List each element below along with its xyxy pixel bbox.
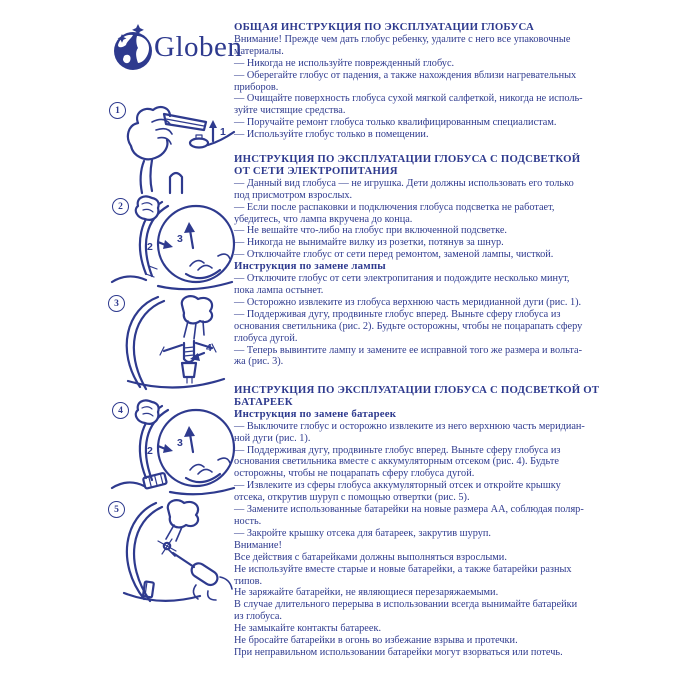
- instruction-text-line: — Если после распаковки и подключения глобуса подсветка не работает,: [234, 201, 555, 213]
- figure-2-remove-globe-sphere: [100, 194, 240, 292]
- instruction-text-line: — Осторожно извлеките из глобуса верхнюю часть меридианной дуги (рис. 1).: [234, 296, 582, 308]
- figure-3-replace-lamp: [100, 293, 240, 395]
- arrow-label-3: 3: [177, 437, 183, 449]
- instruction-text-line: из глобуса.: [234, 611, 282, 623]
- instruction-heading-line: ОТ СЕТИ ЭЛЕКТРОПИТАНИЯ: [234, 164, 398, 177]
- instruction-text-line: — Отключите глобус от сети электропитания и подождите несколько минут,: [234, 273, 570, 285]
- instruction-text-line: — Очищайте поверхность глобуса сухой мягкой салфеткой, никогда не исполь-: [234, 93, 583, 105]
- instruction-heading-line: Инструкция по замене батареек: [234, 407, 397, 420]
- instruction-text-line: При неправильном использовании батарейки могут взорваться или потечь.: [234, 646, 563, 658]
- instruction-text-line: — Закройте крышку отсека для батареек, закрутив шуруп.: [234, 527, 491, 539]
- figure-number-badge: 1: [109, 102, 126, 119]
- instruction-text-line: — Поддерживая дугу, продвиньте глобус вперед. Выньте сферу глобуса из: [234, 308, 561, 320]
- instruction-text-line: — Извлеките из сферы глобуса аккумуляторный отсек и откройте крышку: [234, 480, 561, 492]
- figure-number-badge: 2: [112, 198, 129, 215]
- instruction-text-line: приборов.: [234, 81, 279, 93]
- instruction-text-line: Не замыкайте контакты батареек.: [234, 623, 382, 635]
- instruction-text-line: глобуса дугой.: [234, 332, 298, 344]
- instruction-text-line: Не используйте вместе старые и новые батарейки, а также батарейки разных: [234, 563, 572, 575]
- instruction-text-line: В случае длительного перерыва в использовании всегда вынимайте батарейки: [234, 599, 578, 611]
- arrow-label-2: 2: [147, 241, 153, 253]
- section-general-instructions: [234, 22, 614, 141]
- brand-name: Globen: [154, 30, 243, 63]
- figure-number-badge: 5: [108, 501, 125, 518]
- instruction-text-line: ность.: [234, 515, 262, 527]
- instruction-text-line: — Оберегайте глобус от падения, а также нахождения вблизи нагревательных: [234, 69, 577, 81]
- instruction-heading-line: ОБЩАЯ ИНСТРУКЦИЯ ПО ЭКСПЛУАТАЦИИ ГЛОБУСА: [234, 21, 534, 33]
- instruction-text-line: — Данный вид глобуса — не игрушка. Дети должны использовать его только: [234, 177, 574, 189]
- instruction-text-line: основания светильника (рис. 2). Будьте осторожны, чтобы не поцарапать сферу: [234, 320, 583, 332]
- section-battery-powered-instructions: [234, 385, 614, 659]
- arrow-label-1: 1: [220, 126, 226, 138]
- instruction-text-line: — Замените использованные батарейки на новые размера АА, соблюдая поляр-: [234, 504, 584, 516]
- instruction-text-line: — Используйте глобус только в помещении.: [234, 129, 429, 141]
- figure-number-badge: 3: [108, 295, 125, 312]
- arrow-label-3: 3: [177, 233, 183, 245]
- instruction-text-line: Не заряжайте батарейки, не являющиеся перезаряжаемыми.: [234, 587, 499, 599]
- section-mains-powered-instructions: [234, 154, 614, 368]
- instruction-text-line: зуйте чистящие средства.: [234, 105, 346, 117]
- instruction-text-line: Все действия с батарейками должны выполняться взрослыми.: [234, 551, 507, 563]
- globen-logo: [110, 22, 242, 72]
- instruction-text-line: типов.: [234, 575, 263, 587]
- instruction-text-line: Внимание! Прежде чем дать глобус ребенку, удалите с него все упаковочные: [234, 33, 571, 45]
- instruction-text-line: — Отключайте глобус от сети перед ремонтом, заменой лампы, чисткой.: [234, 249, 554, 261]
- arrow-label-4: 4: [206, 342, 212, 354]
- instruction-text-line: ной дуги (рис. 1).: [234, 432, 311, 444]
- instruction-text-line: — Теперь вывинтите лампу и замените ее исправной того же размера и вольта-: [234, 344, 583, 356]
- instruction-text-line: под присмотром взрослых.: [234, 189, 353, 201]
- instruction-text-line: — Никогда не используйте поврежденный глобус.: [234, 57, 455, 69]
- instruction-text-line: пока лампа остынет.: [234, 284, 324, 296]
- instruction-text-line: — Поручайте ремонт глобуса только квалифицированным специалистам.: [234, 117, 557, 129]
- figure-number-badge: 4: [112, 402, 129, 419]
- figure-1-remove-meridian-arc: [100, 99, 240, 199]
- instruction-text-line: — Не вешайте что-либо на глобус при включенной подсветке.: [234, 225, 507, 237]
- figure-5-open-battery-cover: [100, 497, 240, 607]
- instruction-heading-line: Инструкция по замене лампы: [234, 260, 386, 273]
- instruction-text-line: — Поддерживая дугу, продвиньте глобус вперед. Выньте сферу глобуса из: [234, 444, 561, 456]
- instruction-text-line: жа (рис. 3).: [234, 356, 284, 368]
- figure-4-remove-sphere-battery-box: [100, 398, 240, 496]
- globe-logo-icon: [110, 22, 158, 72]
- instruction-text-line: основания светильника вместе с аккумуляторным отсеком (рис. 4). Будьте: [234, 456, 559, 468]
- instruction-text-line: Не бросайте батарейки в огонь во избежание взрыва и протечки.: [234, 635, 518, 647]
- instruction-text-line: отсека, открутив шуруп с помощью отвертки (рис. 5).: [234, 492, 470, 504]
- arrow-label-2: 2: [147, 445, 153, 457]
- instruction-text-line: — Выключите глобус и осторожно извлеките из него верхнюю часть меридиан-: [234, 420, 585, 432]
- instruction-heading-line: ИНСТРУКЦИЯ ПО ЭКСПЛУАТАЦИИ ГЛОБУСА С ПОДСВЕТКОЙ: [234, 153, 581, 165]
- instruction-text-line: осторожны, чтобы не поцарапать сферу глобуса дугой.: [234, 468, 475, 480]
- instruction-heading-line: БАТАРЕЕК: [234, 395, 293, 408]
- instruction-heading-line: ИНСТРУКЦИЯ ПО ЭКСПЛУАТАЦИИ ГЛОБУСА С ПОДСВЕТКОЙ ОТ: [234, 384, 600, 396]
- instruction-text-line: убедитесь, что лампа вкручена до конца.: [234, 213, 413, 225]
- instruction-text-line: Внимание!: [234, 539, 282, 551]
- instruction-text-line: — Никогда не вынимайте вилку из розетки, потянув за шнур.: [234, 237, 504, 249]
- instruction-text-line: материалы.: [234, 45, 284, 57]
